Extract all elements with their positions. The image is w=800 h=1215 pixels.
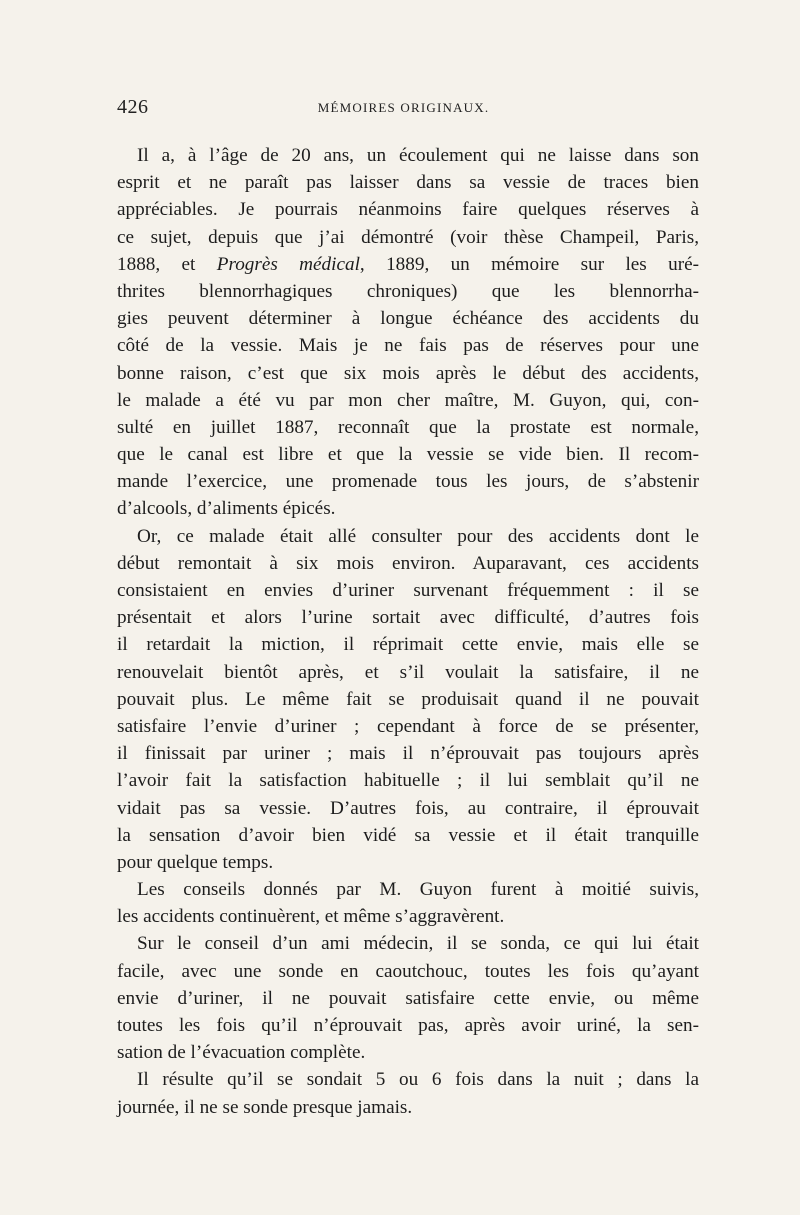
text-line: facile, avec une sonde en caoutchouc, toutes les fois qu’ayant [117,960,699,982]
text-line: pour quelque temps. [117,851,274,873]
text-line: mande l’exercice, une promenade tous les jours, de s’abstenir [117,471,699,493]
running-title: MÉMOIRES ORIGINAUX. [317,100,490,115]
page-number: 426 [117,96,149,118]
text-line: appréciables. Je pourrais néanmoins faire quelques réserves à [117,199,699,221]
text-line: pouvait plus. Le même fait se produisait quand il ne pouvait [117,688,699,710]
italic-text: Progrès médical [216,253,360,275]
text-line: thrites blennorrhagiques chroniques) que les blennorrha- [117,280,699,302]
text-line: journée, il ne se sonde presque jamais. [117,1096,413,1118]
text-line: le malade a été vu par mon cher maître, M. Guyon, qui, con- [117,389,699,411]
text-line: sulté en juillet 1887, reconnaît que la prostate est normale, [117,416,699,438]
running-head [117,96,690,126]
body-text [117,142,699,1121]
text-line: ce sujet, depuis que j’ai démontré (voir thèse Champeil, Paris, [117,226,699,248]
text-line: côté de la vessie. Mais je ne fais pas de réserves pour une [117,335,699,357]
text-fragment: 1888, et [117,253,217,275]
text-line: d’alcools, d’aliments épicés. [117,498,336,520]
text-line: toutes les fois qu’il n’éprouvait pas, après avoir uriné, la sen- [117,1015,699,1036]
text-line: satisfaire l’envie d’uriner ; cependant à force de se présenter, [117,715,699,737]
text-line: Or, ce malade était allé consulter pour des accidents dont le [137,525,699,547]
text-line: Sur le conseil d’un ami médecin, il se sonda, ce qui lui était [137,933,699,955]
text-line: les accidents continuèrent, et même s’aggravèrent. [117,906,505,928]
text-line: vidait pas sa vessie. D’autres fois, au contraire, il éprouvait [117,797,699,819]
text-line: bonne raison, c’est que six mois après le début des accidents, [117,362,699,384]
text-line: Les conseils donnés par M. Guyon furent à moitié suivis, [137,879,699,901]
text-line: début remontait à six mois environ. Auparavant, ces accidents [117,552,699,574]
text-line: que le canal est libre et que la vessie se vide bien. Il recom- [117,444,699,466]
text-fragment: , 1889, un mémoire sur les uré- [359,253,699,275]
text-line: la sensation d’avoir bien vidé sa vessie et il était tranquille [117,824,699,846]
text-line: Il résulte qu’il se sondait 5 ou 6 fois dans la nuit ; dans la [137,1069,699,1091]
text-line: Il a, à l’âge de 20 ans, un écoulement qui ne laisse dans son [137,145,699,166]
text-line: il finissait par uriner ; mais il n’éprouvait pas toujours après [117,743,699,765]
text-line: consistaient en envies d’uriner survenant fréquemment : il se [117,580,699,601]
text-line: il retardait la miction, il réprimait cette envie, mais elle se [117,634,699,656]
text-line: présentait et alors l’urine sortait avec difficulté, d’autres fois [117,607,699,629]
text-line: gies peuvent déterminer à longue échéance des accidents du [117,308,699,330]
text-line: envie d’uriner, il ne pouvait satisfaire cette envie, ou même [117,987,699,1009]
text-line [117,251,699,278]
text-line: renouvelait bientôt après, et s’il voulait la satisfaire, il ne [117,661,699,683]
text-line: esprit et ne paraît pas laisser dans sa vessie de traces bien [117,172,699,194]
text-line: sation de l’évacuation complète. [117,1042,366,1064]
text-line: l’avoir fait la satisfaction habituelle ; il lui semblait qu’il ne [117,770,699,792]
